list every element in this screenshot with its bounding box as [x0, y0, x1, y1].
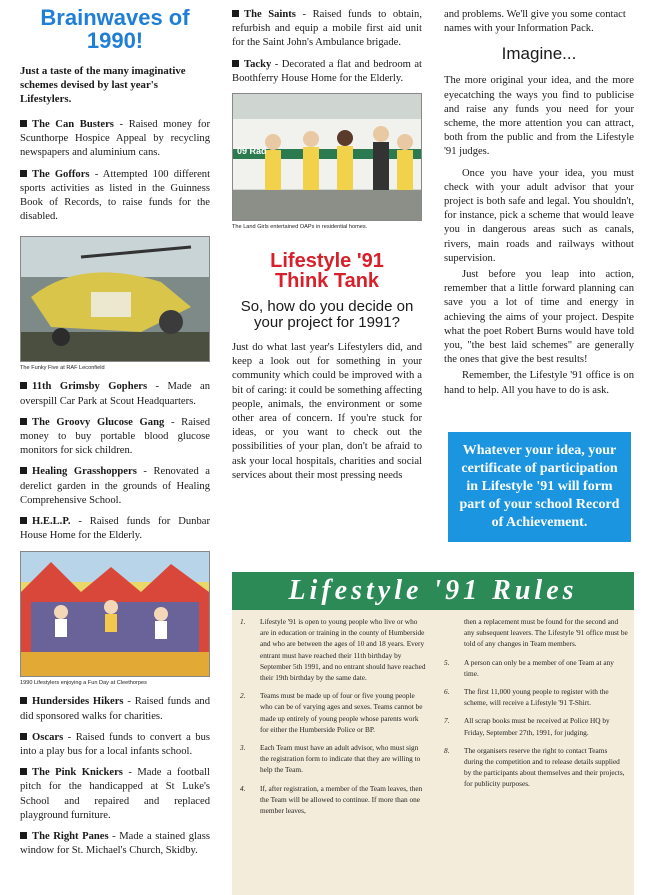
intro-text: Just a taste of the many imaginative schemes devised by last year's Lifestylers. [20, 65, 186, 105]
rules-title: Lifestyle '91 Rules [232, 572, 634, 610]
bullet-icon [20, 467, 27, 474]
think-tank-title: Lifestyle '91 Think Tank [270, 250, 384, 293]
photo-caption: The Funky Five at RAF Leconfield [20, 365, 105, 372]
rule-item: 3. Each Team must have an adult advisor, who must sign the registration form to indicate that they are willing to help the Team. [240, 743, 421, 775]
entry-goffors: The Goffors - Attempted 100 different sports activities as listed in the Guinness Book of Records, to raise funds for the disabled. [20, 168, 211, 223]
page-title: Brainwaves of 1990! [40, 5, 190, 53]
bullet-icon [20, 733, 27, 740]
photo-cleethorpes [20, 551, 210, 677]
entry-saints: The Saints - Raised funds to obtain, refurbish and equip a mobile first aid unit for the Saint John's Ambulance brigade. [232, 9, 423, 49]
bullet-icon [20, 768, 27, 775]
photo-caption: The Land Girls entertained OAPs in residential homes. [232, 224, 368, 231]
imagine-para-3: Just before you leap into action, remember that a little forward planning can save you a lot of time and energy in achieving the aims of your project. Despite what the poet Robert Burns would have told you, "the best laid schemes" are generally the ones that give the best results! [444, 269, 634, 366]
photo-raf-leconfield [20, 236, 210, 362]
entry-help: H.E.L.P. - Raised funds for Dunbar House Home for the Elderly. [20, 516, 210, 542]
bullet-icon [232, 10, 239, 17]
think-tank-body: Just do what last year's Lifestylers did, and keep a look out for something in your community which could be improved with a bit of caring: it could be something affecting people, animals, the environment or some other area of concern. If you're stuck for ideas, or you want to check out the possibilities of your plan, don't be afraid to ask your local hospitals, charities and social services about their most pressing needs [232, 342, 422, 481]
entry-tacky: Tacky - Decorated a flat and bedroom at Boothferry House Home for the Elderly. [232, 58, 422, 84]
bullet-icon [20, 382, 27, 389]
photo-caption: 1990 Lifestylers enjoying a Fun Day at Cleethorpes [20, 680, 147, 687]
imagine-para-2: Once you have your idea, you must check with your adult advisor that your project is both safe and legal. You shouldn't, for instance, pick a scheme that would leave you in dangerous areas such as canals, rivers, main roads and railways without supervision. [444, 167, 634, 264]
entry-can-busters: The Can Busters - Raised money for Scunthorpe Hospice Appeal by recycling newspapers and aluminium cans. [20, 119, 210, 159]
bullet-icon [20, 832, 27, 839]
rule-item: 8. The organisers reserve the right to contact Teams during the competition and to release details supplied by the participants about themselves and their projects, for publicity purposes. [444, 745, 625, 789]
group-photo-icon [233, 94, 421, 220]
rules-box [232, 572, 634, 895]
column-left [20, 0, 210, 865]
rules-column-left [240, 616, 428, 823]
imagine-para-4: Remember, the Lifestyle '91 office is on hand to help. All you have to do is ask. [444, 370, 634, 396]
bullet-icon [20, 418, 27, 425]
entry-right-panes: The Right Panes - Made a stained glass window for St. Michael's Church, Skidby. [20, 831, 210, 857]
bullet-icon [20, 517, 27, 524]
column-right [444, 8, 634, 405]
bullet-icon [20, 170, 27, 177]
continued-text: and problems. We'll give you some contact names with your Information Pack. [444, 9, 626, 35]
bullet-icon [232, 60, 239, 67]
bouncy-castle-photo-icon [21, 552, 209, 676]
column-middle [232, 8, 422, 490]
rules-column-right [444, 616, 628, 797]
imagine-heading: Imagine... [501, 44, 577, 64]
rule-continued: then a replacement must be found for the second and any subsequent leavers. The Lifestyle '91 office must be told of any changes in Team members. [464, 617, 628, 649]
rule-item: 5. A person can only be a member of one Team at any time. [444, 657, 614, 678]
entry-hundersides-hikers: Hundersides Hikers - Raised funds and did sponsored walks for charities. [20, 696, 210, 722]
rule-item: 1. Lifestyle '91 is open to young people who live or who are in education or training in the county of Humberside and who are between the ages of 10 and 18 years. Every entrant must have reached their 11th birthday by September 5th 1991, and no entrant should have reached their 19th birthday by the same date. [240, 617, 426, 683]
entry-healing-grasshoppers: Healing Grasshoppers - Renovated a derelict garden in the grounds of Healing Comprehensive School. [20, 466, 210, 506]
bullet-icon [20, 120, 27, 127]
rule-item: 4. If, after registration, a member of the Team leaves, then the Team will be allowed to continue. If more than one member leaves, [240, 783, 423, 816]
entry-oscars: Oscars - Raised funds to convert a bus into a play bus for a local infants school. [20, 731, 210, 758]
bullet-icon [20, 697, 27, 704]
callout-box: Whatever your idea, your certificate of participation in Lifestyle '91 will form part of your school Record of Achievement. [448, 432, 631, 542]
rule-item: 7. All scrap books must be received at Police HQ by Friday, September 27th, 1991, for judging. [444, 716, 610, 737]
imagine-para-1: The more original your idea, and the more eyecatching the ways you find to publicise and raise any funds you need for your scheme, the more attention you can attract, both from the public and from the Lifestyle '91 judges. [444, 75, 634, 158]
entry-pink-knickers: The Pink Knickers - Made a football pitch for the handicapped at St Luke's School and repaired and replaced playground furniture. [20, 767, 210, 821]
entry-groovy-glucose: The Groovy Glucose Gang - Raised money to buy portable blood glucose monitors for sick children. [20, 416, 210, 457]
rule-item: 2. Teams must be made up of four or five young people who can be of varying ages and sexes. Teams cannot be made up entirely of young people whose parents work for either the Humberside Police or BP. [240, 691, 423, 734]
photo-land-girls [232, 93, 422, 221]
entry-grimsby-gophers: 11th Grimsby Gophers - Made an overspill Car Park at Scout Headquarters. [20, 381, 210, 407]
svg-text:09 Rad: 09 Rad [237, 146, 267, 157]
think-tank-subhead: So, how do you decide on your project for 1991? [240, 298, 414, 332]
helicopter-photo-icon [21, 237, 209, 361]
rule-item: 6. The first 11,000 young people to register with the scheme, will receive a Lifestyle '91 T-Shirt. [444, 687, 609, 708]
